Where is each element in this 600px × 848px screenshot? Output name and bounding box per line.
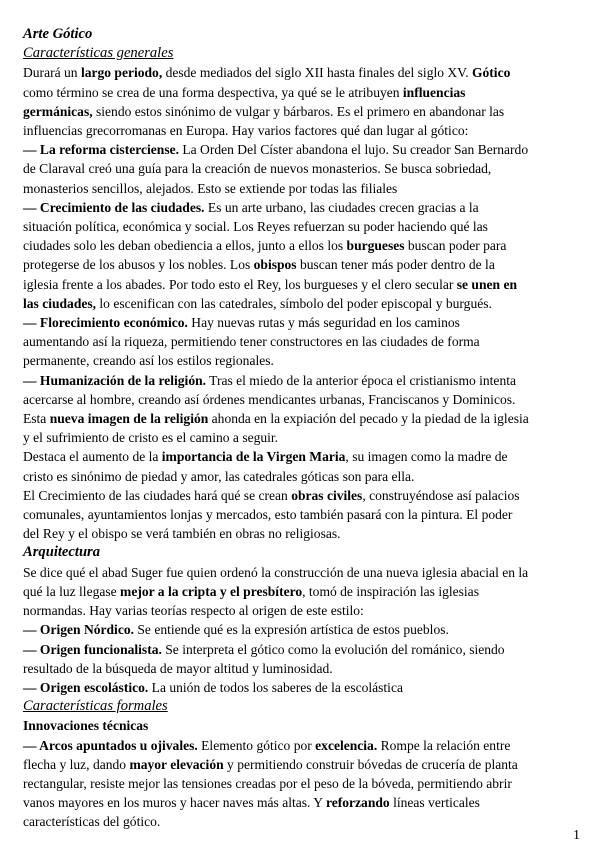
text-run: ahonda en la expiación del pecado y la piedad de la iglesia <box>208 411 529 427</box>
bold-run: reforzando <box>325 795 390 811</box>
bold-run: importancia de la Virgen Maria <box>161 449 346 465</box>
subheading-innovaciones-tecnicas: Innovaciones técnicas <box>23 718 149 734</box>
bold-run: largo periodo, <box>80 65 163 81</box>
bold-run: nueva imagen de la religión <box>49 411 209 427</box>
text-line <box>23 198 579 217</box>
text-run: aumentando así la riqueza, permitiendo tener constructores en las ciudades de forma <box>23 334 480 350</box>
bold-run: excelencia. <box>315 737 378 753</box>
text-run: buscan poder para <box>404 238 507 254</box>
text-run: acercarse al hombre, creando así órdenes mendicantes urbanas, Franciscanos y Dominicos. <box>23 391 516 407</box>
text-run: Se dice qué el abad Suger fue quien ordenó la construcción de una nueva iglesia abacial en la <box>23 564 529 580</box>
text-run: siendo estos sinónimo de vulgar y bárbaros. Es el primero en abandonar las <box>92 103 505 119</box>
document-title: Arte Gótico <box>23 26 93 42</box>
bold-run: — Origen escolástico. <box>23 679 149 695</box>
text-line <box>23 371 579 390</box>
text-line <box>23 428 579 447</box>
paragraph-florecimiento-economico <box>23 313 579 371</box>
paragraph-arcos-apuntados <box>23 736 579 832</box>
text-run: La unión de todos los saberes de la escolástica <box>148 679 403 695</box>
bold-run: influencias <box>402 84 466 100</box>
bold-run: — Arcos apuntados u ojivales. <box>23 737 198 753</box>
text-run: Se entiende qué es la expresión artística de estos pueblos. <box>134 622 449 638</box>
text-run: características del gótico. <box>23 814 161 830</box>
text-line <box>23 275 579 294</box>
text-line <box>23 159 579 178</box>
paragraph-reforma-cisterciense <box>23 140 579 198</box>
bold-run: obispos <box>253 257 297 273</box>
list-origenes <box>23 620 579 697</box>
text-line <box>23 390 579 409</box>
text-run: como término se crea de una forma despectiva, ya qué se le atribuyen <box>23 84 403 100</box>
text-run: El Crecimiento de las ciudades hará qué se crean <box>23 487 292 503</box>
text-run: , su imagen como la madre de <box>345 449 508 465</box>
text-line <box>23 659 579 678</box>
text-run: rectangular, resiste mejor las tensiones creadas por el peso de la bóveda, permitiendo abrir <box>23 775 512 791</box>
text-line <box>23 255 579 274</box>
text-line <box>23 678 579 697</box>
text-run: normandas. Hay varias teorías respecto al origen de este estilo: <box>23 603 364 619</box>
text-run: iglesia frente a los abades. Por todo esto el Rey, los burgueses y el clero secular <box>23 276 457 292</box>
text-run: y el sufrimiento de cristo es el camino a seguir. <box>23 430 279 446</box>
bold-run: obras civiles <box>291 487 363 503</box>
text-run: resultado de la búsqueda de mayor altitud y luminosidad. <box>23 660 333 676</box>
text-line <box>23 793 579 812</box>
page-number: 1 <box>573 828 580 843</box>
text-line <box>23 620 579 639</box>
text-line <box>23 505 579 524</box>
text-line <box>23 563 579 582</box>
text-run: Se interpreta el gótico como la evolución del románico, siendo <box>161 641 505 657</box>
text-run: y permitiendo construir bóvedas de crucería de planta <box>223 756 518 772</box>
text-line <box>23 83 579 102</box>
text-line <box>23 524 579 543</box>
text-run: , tomó de inspiración las iglesias <box>302 583 479 599</box>
text-run: situación política, económica y social. Los Reyes refuerzan su poder haciendo qué las <box>23 219 488 235</box>
bold-run: — Origen Nórdico. <box>23 622 134 638</box>
paragraph-virgen-maria <box>23 447 579 485</box>
text-run: permanente, creando así los estilos regionales. <box>23 353 274 369</box>
text-run: buscan tener más poder dentro de la <box>296 257 495 273</box>
text-run: Durará un <box>23 65 81 81</box>
bold-run: mejor a la cripta y el presbítero <box>120 583 303 599</box>
text-run: influencias grecorromanas en Europa. Hay varios factores qué dan lugar al gótico: <box>23 123 469 139</box>
text-run: Destaca el aumento de la <box>23 449 162 465</box>
text-line <box>23 409 579 428</box>
text-line <box>23 102 579 121</box>
text-run: de Claraval creó una guía para la creación de nuevos monasterios. Se busca sobriedad, <box>23 161 492 177</box>
text-run: comunales, ayuntamientos lonjas y mercados, esto también pasará con la pintura. El poder <box>23 507 513 523</box>
text-run: desde mediados del siglo XII hasta finales del siglo XV. <box>162 65 472 81</box>
section-heading-caracteristicas-formales: Características formales <box>23 698 168 715</box>
text-line <box>23 351 579 370</box>
text-run: Elemento gótico por <box>197 737 316 753</box>
text-run: ciudades solo les deban obediencia a ellos, junto a ellos los <box>23 238 347 254</box>
text-line <box>23 236 579 255</box>
text-run: vanos mayores en los muros y hacer naves más altas. Y <box>23 795 326 811</box>
text-run: Rompe la relación entre <box>377 737 511 753</box>
text-line <box>23 140 579 159</box>
text-run: , construyéndose así palacios <box>362 487 520 503</box>
text-line <box>23 447 579 466</box>
text-line <box>23 640 579 659</box>
text-run: protegerse de los abusos y los nobles. Los <box>23 257 254 273</box>
bold-run: mayor elevación <box>129 756 224 772</box>
paragraph-obras-civiles <box>23 486 579 544</box>
text-run: cristo es sinónimo de piedad y amor, las catedrales góticas son para ella. <box>23 468 415 484</box>
text-run: flecha y luz, dando <box>23 756 130 772</box>
text-run: La Orden Del Císter abandona el lujo. Su creador San Bernardo <box>179 142 529 158</box>
section-heading-caracteristicas-generales: Características generales <box>23 45 174 62</box>
text-run: qué la luz llegase <box>23 583 121 599</box>
text-run: monasterios sencillos, alejados. Esto se extiende por todas las filiales <box>23 180 398 196</box>
text-run: líneas verticales <box>389 795 480 811</box>
bold-run: se unen en <box>456 276 517 292</box>
text-line <box>23 121 579 140</box>
text-run: Tras el miedo de la anterior época el cristianismo intenta <box>206 372 516 388</box>
bold-run: — Crecimiento de las ciudades. <box>23 199 205 215</box>
text-line <box>23 486 579 505</box>
text-run: Esta <box>23 411 50 427</box>
text-line <box>23 812 579 831</box>
bold-run: burgueses <box>346 238 405 254</box>
paragraph-arquitectura-intro <box>23 563 579 621</box>
bold-run: las ciudades, <box>23 295 97 311</box>
text-line <box>23 217 579 236</box>
paragraph-humanizacion-religion <box>23 371 579 448</box>
text-line <box>23 601 579 620</box>
paragraph-crecimiento-ciudades <box>23 198 579 313</box>
text-run: del Rey y el obispo se verá también en obras no religiosas. <box>23 526 341 542</box>
text-line <box>23 736 579 755</box>
text-line <box>23 313 579 332</box>
text-line <box>23 582 579 601</box>
section-heading-arquitectura: Arquitectura <box>23 544 101 561</box>
bold-run: — Humanización de la religión. <box>23 372 207 388</box>
text-run: lo escenifican con las catedrales, símbolo del poder episcopal y burgués. <box>96 295 492 311</box>
text-line <box>23 755 579 774</box>
bold-run: germánicas, <box>23 103 93 119</box>
text-line <box>23 774 579 793</box>
text-line <box>23 467 579 486</box>
bold-run: — La reforma cisterciense. <box>23 142 179 158</box>
bold-run: — Florecimiento económico. <box>23 315 188 331</box>
text-run: Hay nuevas rutas y más seguridad en los caminos <box>187 315 460 331</box>
bold-run: — Origen funcionalista. <box>23 641 162 657</box>
text-line <box>23 332 579 351</box>
paragraph-intro <box>23 63 579 140</box>
bold-run: Gótico <box>471 65 511 81</box>
text-run: Es un arte urbano, las ciudades crecen gracias a la <box>204 199 479 215</box>
text-line <box>23 294 579 313</box>
text-line <box>23 179 579 198</box>
document-page <box>23 25 579 832</box>
text-line <box>23 63 579 82</box>
